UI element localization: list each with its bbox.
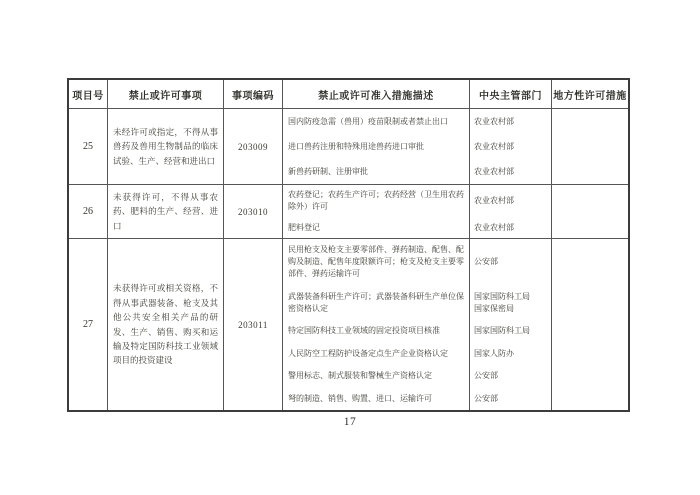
header-measure-description: 禁止或许可准入措施描述 xyxy=(283,80,470,108)
measure-description-cell: 进口兽药注册和特殊用途兽药进口审批 xyxy=(283,134,470,159)
table-header-row xyxy=(69,80,628,109)
central-department-cell xyxy=(470,365,551,388)
item-number-cell: 25 xyxy=(69,109,108,184)
department-line: 国家国防科工局 xyxy=(474,291,530,301)
item-code-cell: 203009 xyxy=(224,109,283,184)
negative-list-table xyxy=(67,78,630,412)
measure-subrow xyxy=(283,320,551,343)
header-item-code: 事项编码 xyxy=(224,80,283,108)
measure-subrow xyxy=(283,134,551,159)
header-item-number: 项目号 xyxy=(69,80,108,108)
item-number-cell: 27 xyxy=(69,239,108,410)
central-department-cell xyxy=(470,239,551,286)
page-number: 17 xyxy=(343,416,357,428)
measure-description-cell: 武器装备科研生产许可；武器装备科研生产单位保密资格认定 xyxy=(283,286,470,321)
central-department-cell xyxy=(470,286,551,321)
measure-subrow xyxy=(283,218,551,239)
department-line: 公安部 xyxy=(474,371,498,381)
measure-subrow xyxy=(283,159,551,184)
department-line: 国家保密局 xyxy=(474,303,514,313)
measures-group xyxy=(283,185,552,238)
department-line: 国家人防办 xyxy=(474,348,514,358)
department-line: 农业农村部 xyxy=(474,116,514,126)
prohibited-item-cell: 未获得许可，不得从事农药、肥料的生产、经营、进口 xyxy=(108,185,224,238)
local-measures-cell xyxy=(552,185,628,238)
central-department-cell xyxy=(470,343,551,366)
prohibited-item-cell: 未获得许可或相关资格，不得从事武器装备、枪支及其他公共安全相关产品的研发、生产、销售、购买和运输及特定国防科技工业领域项目的投资建设 xyxy=(108,239,224,410)
central-department-cell xyxy=(470,109,551,134)
local-measures-cell xyxy=(552,109,628,184)
item-code-cell: 203010 xyxy=(224,185,283,238)
measure-description-cell: 弩的制造、销售、购置、进口、运输许可 xyxy=(283,388,470,411)
measures-group xyxy=(283,109,552,184)
measure-description-cell: 人民防空工程防护设备定点生产企业资格认定 xyxy=(283,343,470,366)
central-department-cell xyxy=(470,388,551,411)
measure-description-cell: 新兽药研制、注册审批 xyxy=(283,159,470,184)
measure-subrow xyxy=(283,343,551,366)
department-line: 公安部 xyxy=(474,257,498,267)
item-code-cell: 203011 xyxy=(224,239,283,410)
department-line: 农业农村部 xyxy=(474,222,514,232)
measure-subrow xyxy=(283,109,551,134)
measure-description-cell: 肥料登记 xyxy=(283,218,470,239)
central-department-cell xyxy=(470,185,551,218)
table-row xyxy=(69,185,628,239)
local-measures-cell xyxy=(552,239,628,410)
department-line: 农业农村部 xyxy=(474,141,514,151)
measure-subrow xyxy=(283,239,551,286)
department-line: 国家国防科工局 xyxy=(474,326,530,336)
measure-description-cell: 民用枪支及枪支主要零部件、弹药制造、配售、配购及制造、配售年度限额许可；枪支及枪支主要零部件、弹药运输许可 xyxy=(283,239,470,286)
header-local-measures: 地方性许可措施 xyxy=(553,90,627,102)
measure-subrow xyxy=(283,286,551,321)
measure-subrow xyxy=(283,365,551,388)
measures-group xyxy=(283,239,552,410)
item-number-cell: 26 xyxy=(69,185,108,238)
central-department-cell xyxy=(470,159,551,184)
header-prohibited-item: 禁止或许可事项 xyxy=(108,80,224,108)
header-central-department: 中央主管部门 xyxy=(479,90,542,102)
central-department-cell xyxy=(470,320,551,343)
measure-description-cell: 农药登记；农药生产许可；农药经营（卫生用农药除外）许可 xyxy=(283,185,470,218)
header-measures-group xyxy=(283,80,552,108)
department-line: 公安部 xyxy=(474,393,498,403)
department-line: 农业农村部 xyxy=(474,166,514,176)
prohibited-item-cell: 未经许可或指定，不得从事兽药及兽用生物制品的临床试验、生产、经营和进出口 xyxy=(108,109,224,184)
measure-subrow xyxy=(283,388,551,411)
central-department-cell xyxy=(470,218,551,239)
central-department-cell xyxy=(470,134,551,159)
measure-description-cell: 国内防疫急需（兽用）疫苗限制或者禁止出口 xyxy=(283,109,470,134)
measure-description-cell: 特定国防科技工业领域的固定投资项目核准 xyxy=(283,320,470,343)
table-row xyxy=(69,239,628,410)
department-line: 农业农村部 xyxy=(474,196,514,206)
measure-subrow xyxy=(283,185,551,218)
measure-description-cell: 警用标志、制式服装和警械生产资格认定 xyxy=(283,365,470,388)
table-row xyxy=(69,109,628,185)
